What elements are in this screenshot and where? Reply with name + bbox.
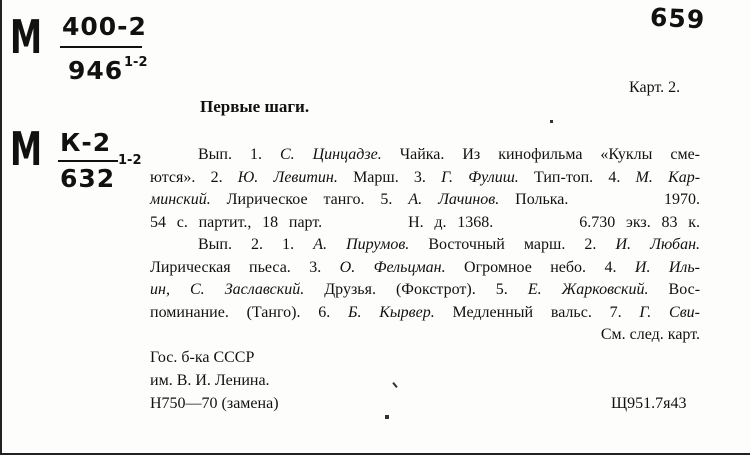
handwritten-code-1-bottom: 946 [68,56,124,85]
entry-line: 54 с. партит., 18 парт. Н. д. 1368. 6.730 экз. 83 к. [150,213,700,231]
handwritten-code-2-top: К-2 [60,128,112,157]
handwritten-code-1-sup: 1-2 [124,55,148,70]
entry-line: ин, С. Заславский. Друзья. (Фокстрот). 5. Е. Жарковский. Вос- [150,281,701,298]
entry-line: поминание. (Танго). 6. Б. Кырвер. Медленный вальс. 7. Г. Сви- [150,303,700,321]
classification-code: Щ951.7я43 [611,395,687,412]
entry-line: Вып. 1. С. Цинцадзе. Чайка. Из кинофильма «Куклы сме- [198,146,701,163]
entry-line-continued: См. след. карт. [600,326,700,343]
library-name-line-2: им. В. И. Ленина. [150,372,270,389]
handwritten-code-1-top: 400-2 [62,12,147,41]
library-name-line-1: Гос. б-ка СССР [150,349,255,366]
card-title: Первые шаги. [200,97,310,116]
handwritten-fraction-line-1 [60,46,142,48]
entry-line: ются». 2. Ю. Левитин. Марш. 3. Г. Фулиш. Тип-топ. 4. М. Кар- [150,168,701,186]
handwritten-fraction-line-2 [58,160,118,162]
handwritten-mark-2: М [10,122,43,176]
handwritten-code-2-sup: 1-2 [118,153,142,168]
entry-line: минский. Лирическое танго. 5. А. Лачинов. Полька. 1970. [150,191,700,208]
scan-speck [385,415,389,419]
entry-line: Вып. 2. 1. А. Пирумов. Восточный марш. 2. И. Любан. [198,236,701,253]
scan-speck [550,120,553,123]
order-number: Н750—70 (замена) [150,395,279,412]
handwritten-code-2-bottom: 632 [60,164,116,193]
card-number: Карт. 2. [629,79,681,96]
entry-line: Лирическая пьеса. 3. О. Фельцман. Огромное небо. 4. И. Иль- [150,258,701,276]
handwritten-mark-1: М [10,10,43,64]
handwritten-page-number: 659 [649,2,706,35]
card-entry [150,144,700,347]
scan-speck [392,382,397,388]
